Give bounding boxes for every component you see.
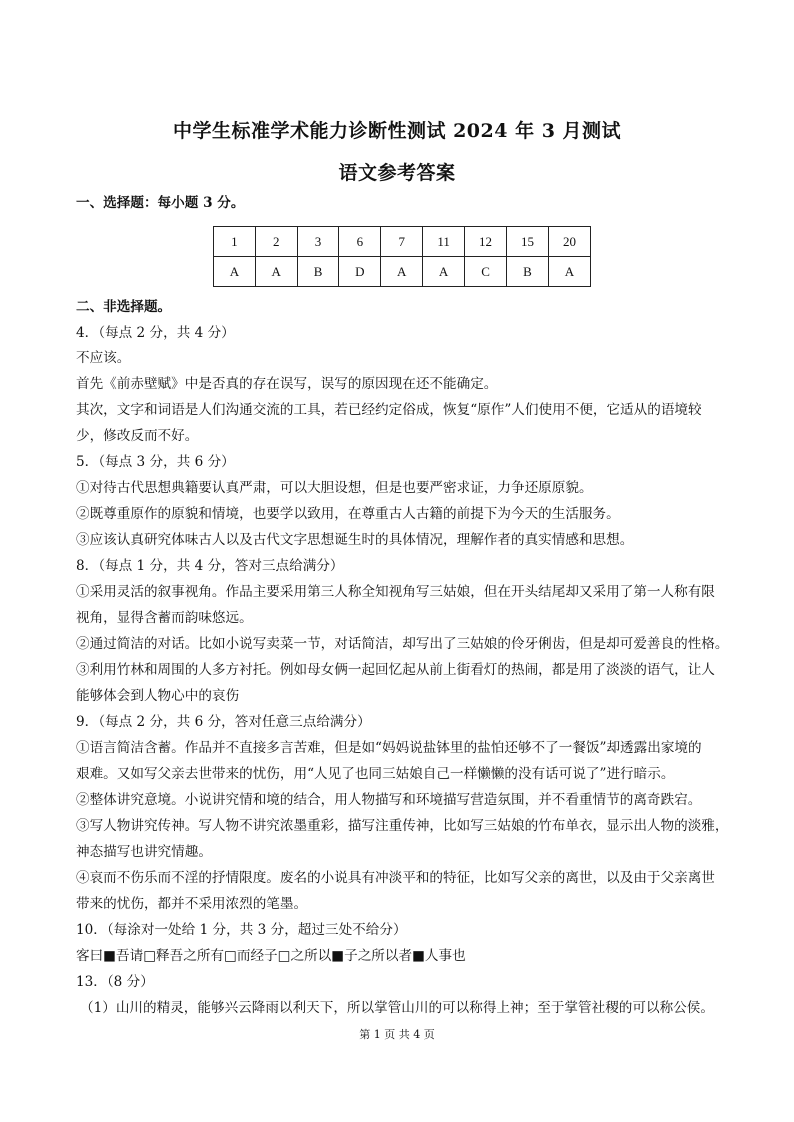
table-cell: A (214, 257, 256, 287)
text-line: ②整体讲究意境。小说讲究情和境的结合，用人物描写和环境描写营造氛围，并不看重情节的离奇跌宕。 (76, 792, 702, 808)
table-cell: 3 (297, 227, 339, 257)
text-line: ①对待古代思想典籍要认真严肃，可以大胆设想，但是也要严密求证，力争还原原貌。 (76, 480, 593, 496)
section-heading-nonchoice: 二、非选择题。 (76, 299, 172, 315)
text-line: 客曰■吾请□释吾之所有□而经子□之所以■子之所以者■人事也 (76, 948, 466, 964)
page-footer: 第 1 页 共 4 页 (359, 1028, 435, 1041)
table-row-answers (214, 257, 591, 287)
table-row-questions (214, 227, 591, 257)
text-line: 13．（8 分） (76, 974, 154, 990)
table-cell: 6 (339, 227, 381, 257)
table-cell: 2 (255, 227, 297, 257)
text-line: ④哀而不伤乐而不淫的抒情限度。废名的小说具有冲淡平和的特征，比如写父亲的离世，以及由于父亲离世 (76, 870, 715, 886)
text-line: 其次，文字和词语是人们沟通交流的工具，若已经约定俗成，恢复“原作”人们使用不便，它适从的语境较 (76, 402, 702, 418)
text-line: 8．（每点 1 分，共 4 分，答对三点给满分） (76, 558, 344, 574)
text-line: 不应该。 (76, 350, 131, 366)
text-line: 视角，显得含蓄而韵味悠远。 (76, 610, 253, 626)
text-line: 首先《前赤壁赋》中是否真的存在误写，误写的原因现在还不能确定。 (76, 376, 498, 392)
text-line: 艰难。又如写父亲去世带来的忧伤，用“人见了也同三姑娘自己一样懒懒的没有话可说了”进行暗示。 (76, 766, 675, 782)
text-line: ②通过简洁的对话。比如小说写卖菜一节，对话简洁，却写出了三姑娘的伶牙俐齿，但是却可爱善良的性格。 (76, 636, 729, 652)
text-line: ③利用竹林和周围的人多方衬托。例如母女俩一起回忆起从前上街看灯的热闹，都是用了淡淡的语气，让人 (76, 662, 715, 678)
text-line: 少，修改反而不好。 (76, 428, 199, 444)
table-cell: B (507, 257, 549, 287)
text-line: 5．（每点 3 分，共 6 分） (76, 454, 235, 470)
text-line: 10．（每涂对一处给 1 分，共 3 分，超过三处不给分） (76, 922, 407, 938)
text-line: 能够体会到人物心中的哀伤 (76, 688, 240, 704)
table-cell: A (255, 257, 297, 287)
table-cell: 1 (214, 227, 256, 257)
text-line: ①采用灵活的叙事视角。作品主要采用第三人称全知视角写三姑娘，但在开头结尾却又采用了第一人称有限 (76, 584, 715, 600)
text-line: 神态描写也讲究情趣。 (76, 844, 212, 860)
table-cell: 7 (381, 227, 423, 257)
answer-table (213, 226, 591, 287)
text-line: 带来的忧伤，都并不采用浓烈的笔墨。 (76, 896, 308, 912)
text-line: 4．（每点 2 分，共 4 分） (76, 325, 235, 341)
text-line: ②既尊重原作的原貌和情境，也要学以致用，在尊重古人古籍的前提下为今天的生活服务。 (76, 506, 620, 522)
page-title: 中学生标准学术能力诊断性测试 2024 年 3 月测试 (172, 120, 622, 142)
table-cell: A (381, 257, 423, 287)
table-cell: D (339, 257, 381, 287)
table-cell: 20 (548, 227, 590, 257)
text-line: ③写人物讲究传神。写人物不讲究浓墨重彩，描写注重传神，比如写三姑娘的竹布单衣，显示出人物的淡雅， (76, 818, 729, 834)
table-cell: 12 (465, 227, 507, 257)
table-cell: A (423, 257, 465, 287)
table-cell: B (297, 257, 339, 287)
text-line: 9．（每点 2 分，共 6 分，答对任意三点给满分） (76, 714, 371, 730)
table-cell: 11 (423, 227, 465, 257)
table-cell: 15 (507, 227, 549, 257)
text-line: （1）山川的精灵，能够兴云降雨以利天下，所以掌管山川的可以称得上神；至于掌管社稷的可以称公侯。 (80, 1000, 714, 1016)
page-subtitle: 语文参考答案 (338, 162, 456, 184)
section-heading-choice: 一、选择题：每小题 3 分。 (76, 195, 245, 211)
table-cell: C (465, 257, 507, 287)
text-line: ③应该认真研究体味古人以及古代文字思想诞生时的具体情况，理解作者的真实情感和思想。 (76, 532, 634, 548)
text-line: ①语言简洁含蓄。作品并不直接多言苦难，但是如“妈妈说盐钵里的盐怕还够不了一餐饭”却透露出家境的 (76, 740, 702, 756)
table-cell: A (548, 257, 590, 287)
